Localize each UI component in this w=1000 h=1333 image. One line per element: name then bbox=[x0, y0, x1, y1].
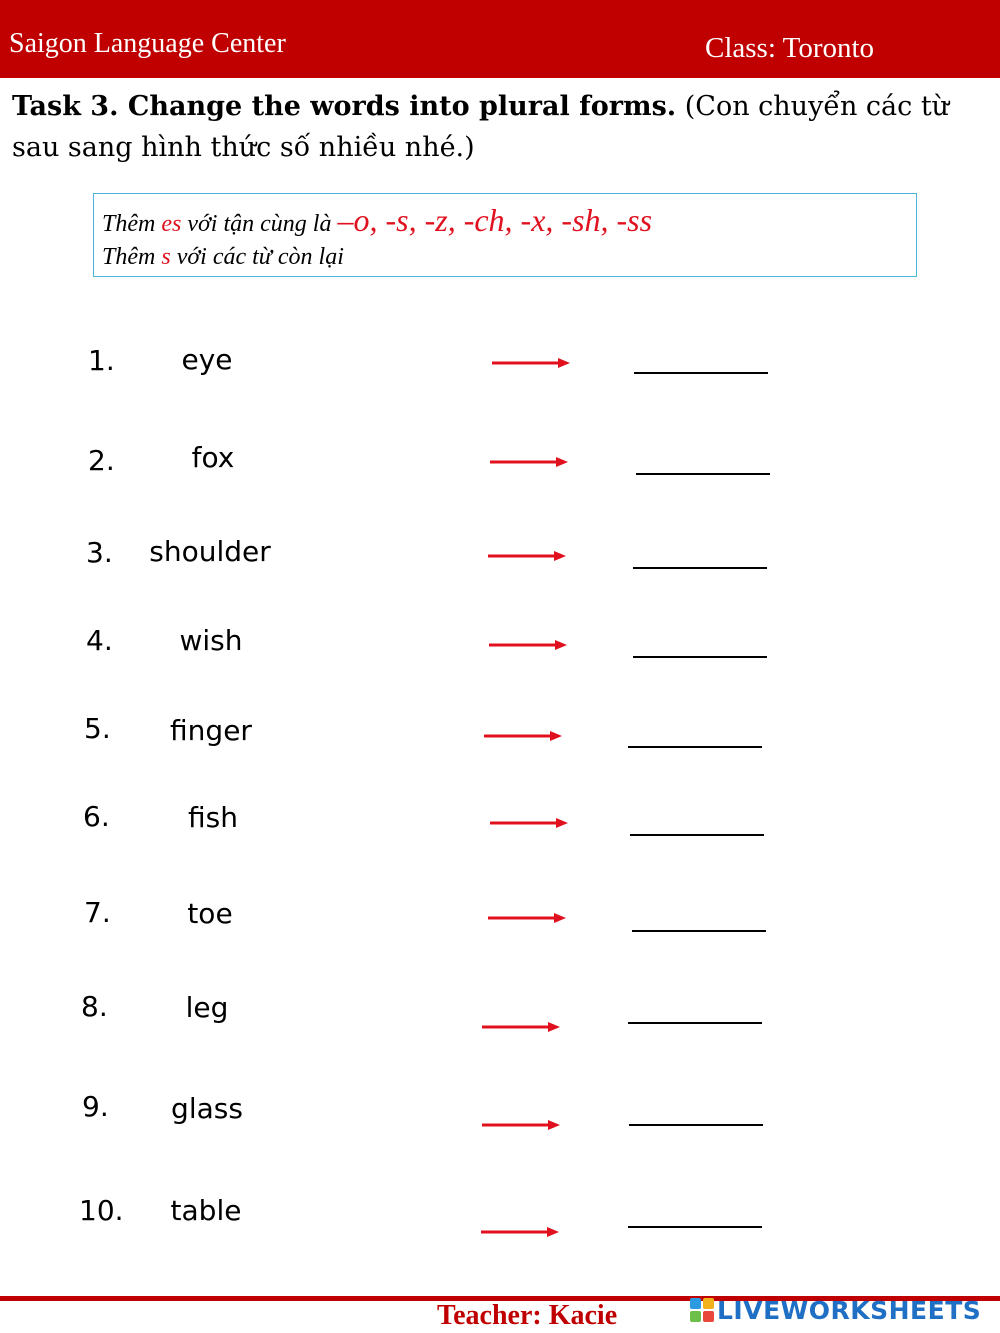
arrow-icon bbox=[489, 639, 569, 651]
item-number: 1. bbox=[88, 344, 115, 377]
arrow-icon bbox=[488, 550, 568, 562]
item-number: 9. bbox=[82, 1090, 109, 1123]
rule-text: Thêm bbox=[102, 211, 162, 237]
answer-blank[interactable] bbox=[632, 930, 766, 932]
item-word: glass bbox=[171, 1092, 243, 1125]
item-word: fox bbox=[191, 441, 235, 474]
answer-blank[interactable] bbox=[628, 1022, 762, 1024]
rule-box bbox=[93, 193, 917, 277]
arrow-icon bbox=[481, 1226, 561, 1238]
item-number: 10. bbox=[79, 1194, 124, 1227]
item-number: 5. bbox=[84, 712, 111, 745]
answer-blank[interactable] bbox=[628, 1226, 762, 1228]
item-word: toe bbox=[187, 897, 233, 930]
rule-line-es bbox=[102, 202, 652, 239]
answer-blank[interactable] bbox=[628, 746, 762, 748]
task-note: (Con chuyển các từ sau sang hình thức số nhiều nhé.) bbox=[12, 91, 950, 163]
task-instruction bbox=[12, 86, 996, 168]
rule-highlight-s: s bbox=[161, 244, 171, 270]
rule-endings: –o, -s, -z, -ch, -x, -sh, -ss bbox=[337, 202, 653, 238]
answer-blank[interactable] bbox=[634, 372, 768, 374]
rule-text: với các từ còn lại bbox=[170, 244, 344, 270]
arrow-icon bbox=[488, 912, 568, 924]
item-number: 3. bbox=[86, 536, 113, 569]
liveworksheets-logo-icon bbox=[690, 1298, 714, 1322]
arrow-icon bbox=[490, 456, 570, 468]
answer-blank[interactable] bbox=[630, 834, 764, 836]
item-word: eye bbox=[181, 343, 233, 376]
item-word: fish bbox=[188, 801, 238, 834]
rule-highlight-es: es bbox=[161, 211, 182, 237]
item-number: 8. bbox=[81, 990, 108, 1023]
liveworksheets-logo[interactable] bbox=[690, 1295, 981, 1325]
item-word: leg bbox=[185, 991, 229, 1024]
rule-text: với tận cùng là bbox=[181, 211, 338, 237]
teacher-name: Teacher: Kacie bbox=[437, 1300, 618, 1331]
rule-line-s bbox=[102, 244, 344, 271]
task-title: Task 3. Change the words into plural forms. bbox=[12, 91, 677, 122]
page-header bbox=[0, 0, 1000, 78]
item-word: table bbox=[170, 1194, 242, 1227]
answer-blank[interactable] bbox=[633, 567, 767, 569]
item-number: 6. bbox=[83, 800, 110, 833]
item-number: 4. bbox=[86, 624, 113, 657]
answer-blank[interactable] bbox=[633, 656, 767, 658]
arrow-icon bbox=[482, 1021, 562, 1033]
arrow-icon bbox=[484, 730, 564, 742]
answer-blank[interactable] bbox=[636, 473, 770, 475]
item-word: wish bbox=[179, 624, 243, 657]
item-number: 2. bbox=[88, 444, 115, 477]
arrow-icon bbox=[482, 1119, 562, 1131]
arrow-icon bbox=[490, 817, 570, 829]
logo-text: LIVEWORKSHEETS bbox=[717, 1295, 982, 1325]
item-word: shoulder bbox=[149, 535, 271, 568]
class-name: Class: Toronto bbox=[705, 32, 875, 64]
item-word: finger bbox=[170, 714, 252, 747]
item-number: 7. bbox=[84, 896, 111, 929]
rule-text: Thêm bbox=[102, 244, 162, 270]
school-name: Saigon Language Center bbox=[9, 28, 286, 59]
answer-blank[interactable] bbox=[629, 1124, 763, 1126]
arrow-icon bbox=[492, 357, 572, 369]
